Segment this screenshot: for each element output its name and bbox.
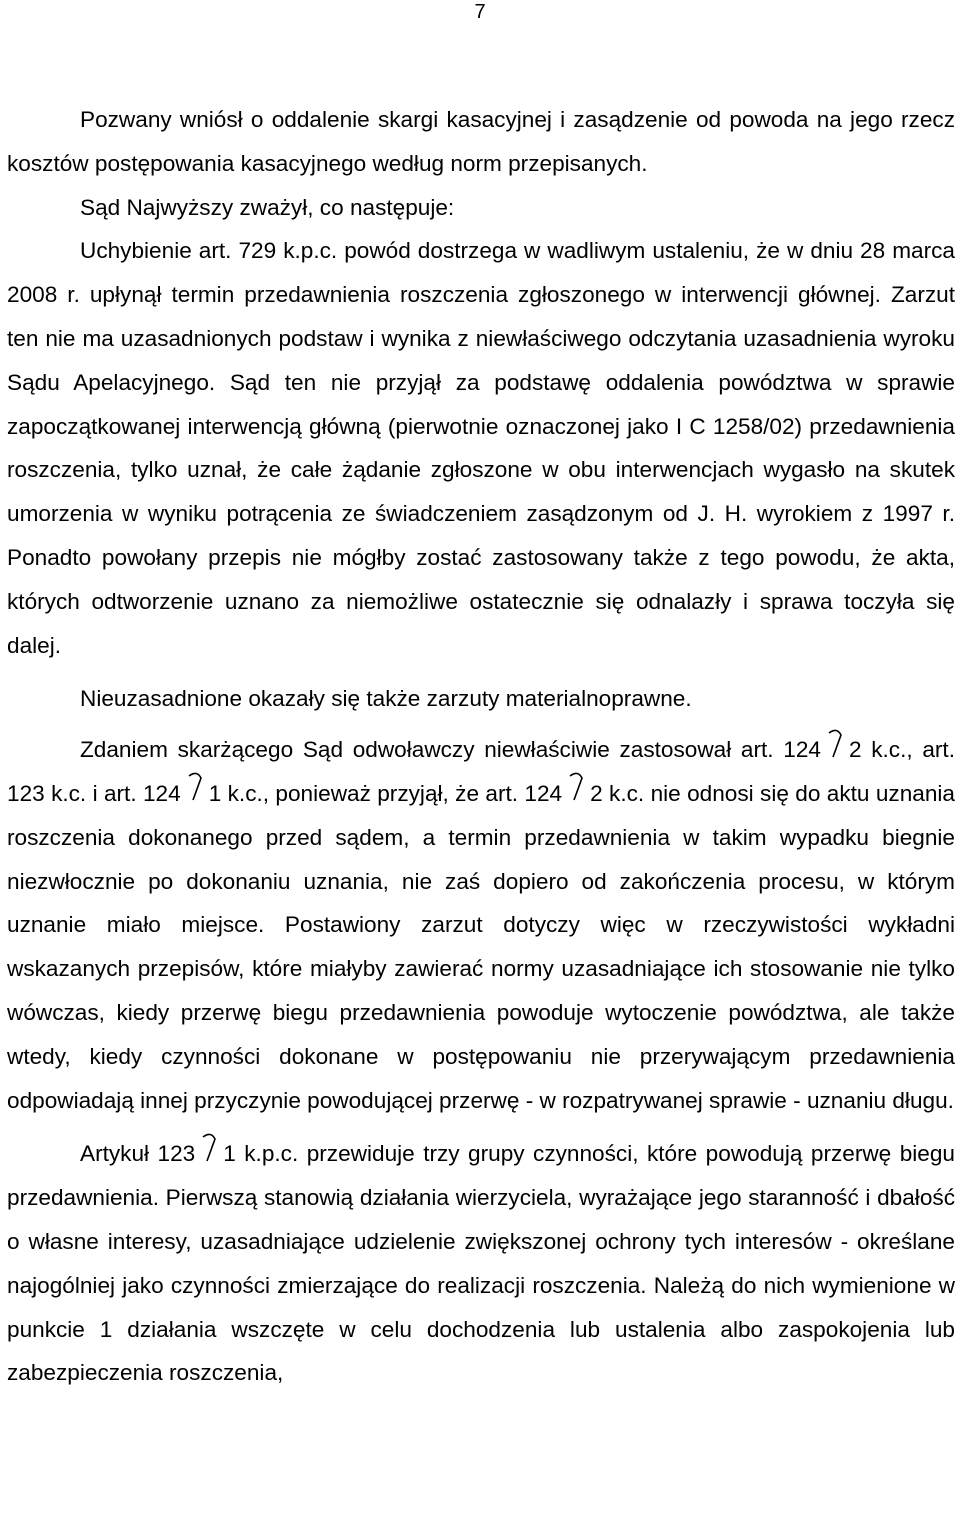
paragraph-art-729: Uchybienie art. 729 k.p.c. powód dostrzega w wadliwym ustaleniu, że w dniu 28 marca 2008 r. upłynął termin przedawnienia roszczenia zgłoszonego w interwencji głównej. Zarzut ten nie ma uzasadnionych podstaw i wynika z niewłaściwego odczytania uzasadnienia wyroku Sądu Apelacyjnego. Sąd ten nie przyjął za podstawę oddalenia powództwa w sprawie zapoczątkowanej interwencją główną (pierwotnie oznaczonej jako I C 1258/02) przedawnienia roszczenia, tylko uznał, że całe żądanie zgłoszone w obu interwencjach wygasło na skutek umorzenia w wyniku potrącenia ze świadczeniem zasądzonym od J. H. wyrokiem z 1997 r. Ponadto powołany przepis nie mógłby zostać zastosowany także z tego powodu, że akta, których odtworzenie uznano za niemożliwe ostatecznie się odnalazły i sprawa toczyła się dalej.: [7, 238, 955, 658]
text-segment: 1 k.p.c. przewiduje trzy grupy czynności, które powodują przerwę biegu przedawnienia. Pierwszą stanowią działania wierzyciela, wyrażające jego staranność i dbałość o własne interesy, uzasadniające udzielenie zwiększonej ochrony tych interesów - określane najogólniej jako czynności zmierzające do realizacji roszczenia. Należą do nich wymienione w punkcie 1 działania wszczęte w celu dochodzenia lub ustalenia albo zaspokojenia lub zabezpieczenia roszczenia,: [7, 1141, 955, 1386]
section-sign-icon: [187, 778, 205, 801]
paragraph-court-considered: Sąd Najwyższy zważył, co następuje:: [80, 194, 455, 220]
paragraph-art-124: [7, 728, 955, 1122]
document-body: [7, 98, 955, 1395]
paragraph-defendant-motion: Pozwany wniósł o oddalenie skargi kasacyjnej i zasądzenie od powoda na jego rzecz kosztów postępowania kasacyjnego według norm przepisanych.: [7, 107, 955, 176]
text-segment: 2 k.c. nie odnosi się do aktu uznania roszczenia dokonanego przed sądem, a termin przedawnienia w takim wypadku biegnie niezwłocznie po dokonaniu uznania, nie zaś dopiero od zakończenia procesu, w którym uznanie miało miejsce. Postawiony zarzut dotyczy więc w rzeczywistości wykładni wskazanych przepisów, które miałyby zawierać normy uzasadniające ich stosowanie nie tylko wówczas, kiedy przerwę biegu przedawnienia powoduje wytoczenie powództwa, ale także wtedy, kiedy czynności dokonane w postępowaniu nie przerywającym przedawnienia odpowiadają innej przyczynie powodującej przerwę - w rozpatrywanej sprawie - uznaniu długu.: [7, 780, 956, 1113]
section-sign-icon: [201, 1139, 219, 1162]
section-sign-icon: [568, 778, 586, 801]
paragraph-substantive-claims: Nieuzasadnione okazały się także zarzuty materialnoprawne.: [80, 686, 692, 712]
page-number: 7: [474, 1, 486, 23]
text-segment: Artykuł 123: [80, 1141, 196, 1167]
text-segment: 2 k.c., art. 123 k.c. i art. 124: [7, 737, 955, 806]
text-segment: 1 k.c., ponieważ przyjął, że art. 124: [208, 780, 563, 806]
text-segment: Zdaniem skarżącego Sąd odwoławczy niewłaściwie zastosował art. 124: [80, 737, 821, 763]
paragraph-art-123: [7, 1132, 955, 1395]
section-sign-icon: [827, 735, 845, 758]
